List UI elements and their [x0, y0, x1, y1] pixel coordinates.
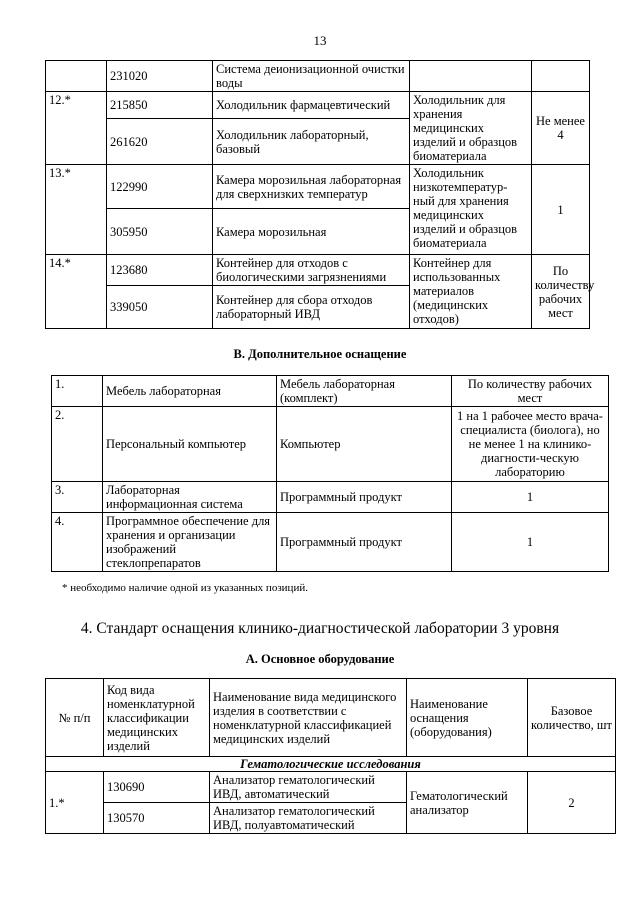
- equipment-cell: Гематологический анализатор: [407, 772, 528, 834]
- qty-cell: 1: [532, 165, 590, 255]
- table-section-row: [46, 757, 616, 772]
- row-number: 1.: [52, 376, 103, 407]
- purpose-cell: Холодильник низкотемператур-ный для хранения медицинских изделий и образцов биоматериала: [410, 165, 532, 255]
- additional-equipment-table: [51, 375, 609, 572]
- type-cell: Программный продукт: [277, 513, 452, 572]
- equipment-table-continued: [45, 60, 595, 329]
- table-row: [46, 165, 590, 209]
- table-row: [52, 376, 609, 407]
- name-cell: Лабораторная информационная система: [103, 482, 277, 513]
- code-cell: 123680: [107, 255, 213, 286]
- row-number: 4.: [52, 513, 103, 572]
- row-number: 13.*: [46, 165, 107, 255]
- qty-cell: 2: [528, 772, 616, 834]
- header-equipment: Наименование оснащения (оборудования): [407, 679, 528, 757]
- name-cell: Анализатор гематологический ИВД, автоматический: [210, 772, 407, 803]
- table-row: [52, 407, 609, 482]
- qty-cell: 1 на 1 рабочее место врача-специалиста (биолога), но не менее 1 на клинико-диагности-ческую лабораторию: [452, 407, 609, 482]
- table-row: [46, 772, 616, 803]
- name-cell: Камера морозильная: [213, 209, 410, 255]
- name-cell: Холодильник фармацевтический: [213, 92, 410, 119]
- section-label: Гематологические исследования: [46, 757, 616, 772]
- name-cell: Мебель лабораторная: [103, 376, 277, 407]
- header-qty: Базовое количество, шт: [528, 679, 616, 757]
- type-cell: Программный продукт: [277, 482, 452, 513]
- header-name: Наименование вида медицинского изделия в соответствии с номенклатурной классификацией медицинских изделий: [210, 679, 407, 757]
- table-row: [46, 92, 590, 119]
- header-code: Код вида номенклатурной классификации медицинских изделий: [104, 679, 210, 757]
- row-number: 14.*: [46, 255, 107, 329]
- row-number: [46, 61, 107, 92]
- code-cell: 122990: [107, 165, 213, 209]
- name-cell: Система деионизационной очистки воды: [213, 61, 410, 92]
- basic-equipment-table: [45, 678, 616, 834]
- row-number: 12.*: [46, 92, 107, 165]
- table-row: [52, 513, 609, 572]
- purpose-cell: Контейнер для использованных материалов (медицинских отходов): [410, 255, 532, 329]
- type-cell: Компьютер: [277, 407, 452, 482]
- type-cell: Мебель лабораторная (комплект): [277, 376, 452, 407]
- name-cell: Холодильник лабораторный, базовый: [213, 119, 410, 165]
- table-row: [46, 61, 590, 92]
- code-cell: 339050: [107, 286, 213, 329]
- qty-cell: 1: [452, 513, 609, 572]
- table-row: [46, 255, 590, 286]
- code-cell: 130690: [104, 772, 210, 803]
- code-cell: 305950: [107, 209, 213, 255]
- page-number: 13: [313, 33, 327, 48]
- name-cell: Программное обеспечение для хранения и организации изображений стеклопрепаратов: [103, 513, 277, 572]
- name-cell: Контейнер для отходов с биологическими загрязнениями: [213, 255, 410, 286]
- section-b-title: В. Дополнительное оснащение: [233, 347, 407, 361]
- footnote: * необходимо наличие одной из указанных позиций.: [62, 582, 308, 594]
- table-header-row: [46, 679, 616, 757]
- row-number: 3.: [52, 482, 103, 513]
- row-number: 1.*: [46, 772, 104, 834]
- name-cell: Анализатор гематологический ИВД, полуавтоматический: [210, 803, 407, 834]
- header-num: № п/п: [46, 679, 104, 757]
- code-cell: 261620: [107, 119, 213, 165]
- name-cell: Персональный компьютер: [103, 407, 277, 482]
- name-cell: Контейнер для сбора отходов лабораторный ИВД: [213, 286, 410, 329]
- code-cell: 215850: [107, 92, 213, 119]
- standard-title: 4. Стандарт оснащения клинико-диагностической лаборатории 3 уровня: [80, 620, 560, 637]
- purpose-cell: Холодильник для хранения медицинских изделий и образцов биоматериала: [410, 92, 532, 165]
- qty-cell: 1: [452, 482, 609, 513]
- purpose-cell: [410, 61, 532, 92]
- name-cell: Камера морозильная лабораторная для сверхнизких температур: [213, 165, 410, 209]
- code-cell: 130570: [104, 803, 210, 834]
- qty-cell: По количеству рабочих мест: [452, 376, 609, 407]
- qty-cell: [532, 61, 590, 92]
- row-number: 2.: [52, 407, 103, 482]
- table-row: [52, 482, 609, 513]
- section-a-title: А. Основное оборудование: [245, 652, 395, 666]
- code-cell: 231020: [107, 61, 213, 92]
- qty-cell: По количеству рабочих мест: [532, 255, 590, 329]
- qty-cell: Не менее 4: [532, 92, 590, 165]
